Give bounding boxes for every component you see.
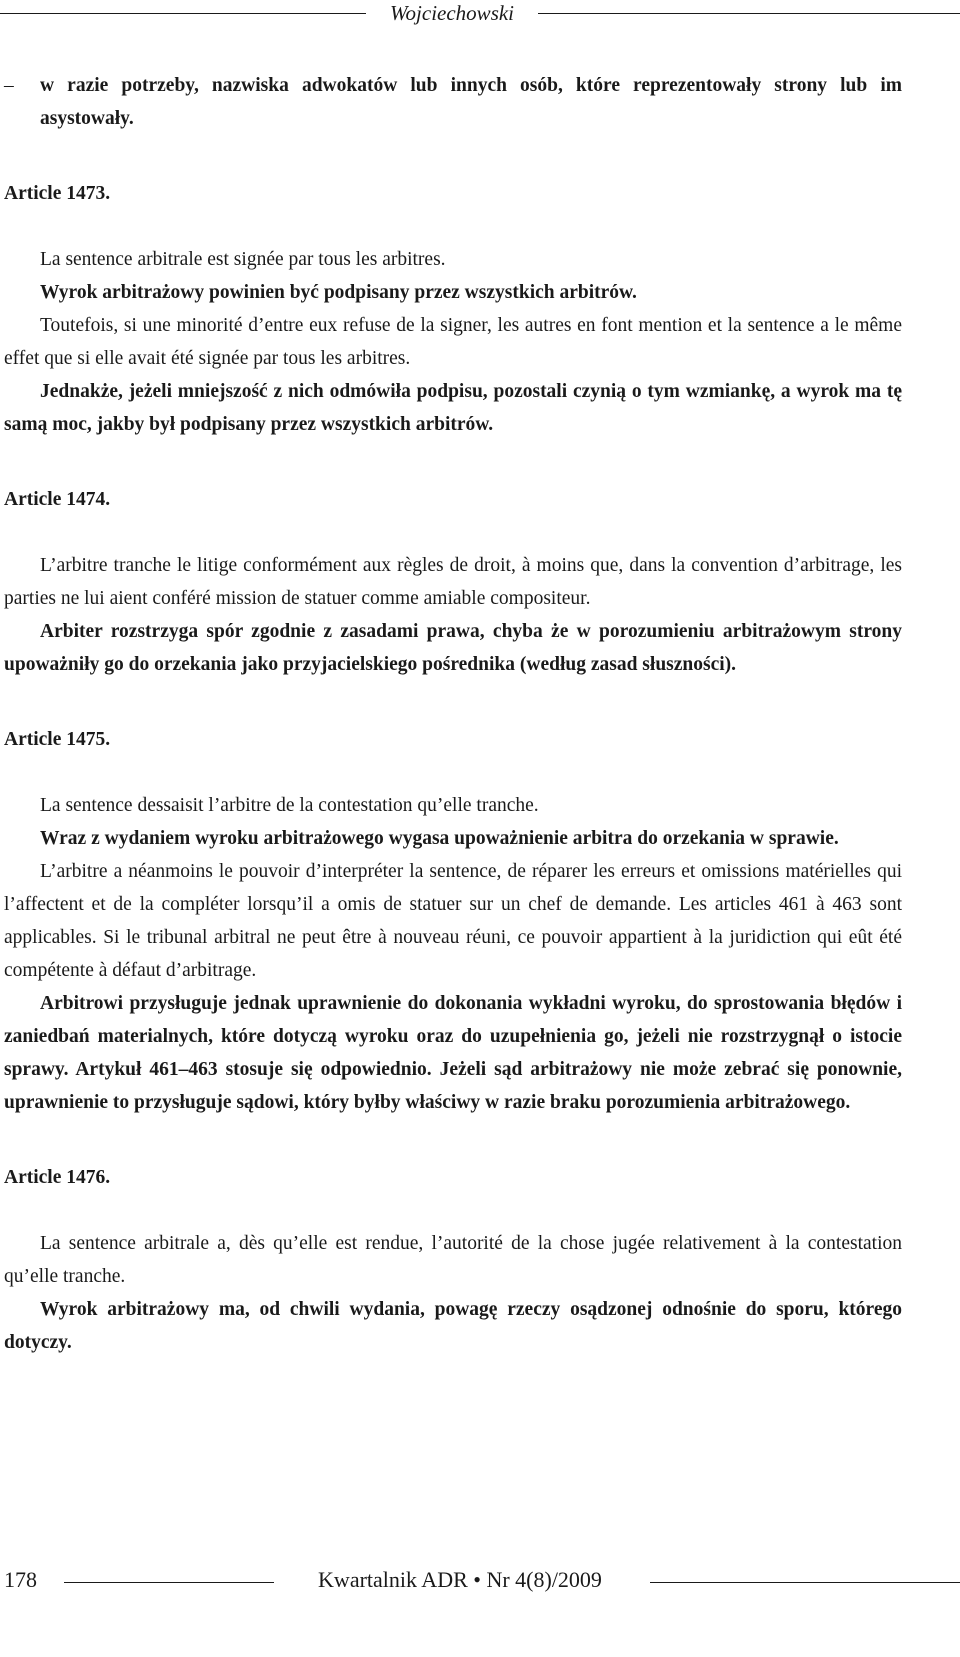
paragraph-french: La sentence arbitrale a, dès qu’elle est rendue, l’autorité de la chose jugée relativement à la contestation qu’elle tranche. xyxy=(4,1233,902,1287)
page-footer xyxy=(0,1560,960,1600)
paragraph-polish: Arbiter rozstrzyga spór zgodnie z zasadami prawa, chyba że w porozumieniu arbitrażowym strony upoważniły go do orzekania jako przyjacielskiego pośrednika (według zasad słuszności). xyxy=(4,621,902,675)
paragraph-french: Toutefois, si une minorité d’entre eux refuse de la signer, les autres en font mention et la sentence a le même effet que si elle avait été signée par tous les arbitres. xyxy=(4,315,902,369)
page-body xyxy=(4,69,902,1359)
paragraph-french: L’arbitre a néanmoins le pouvoir d’interpréter la sentence, de réparer les erreurs et omissions matérielles qui l’affectent et de la compléter lorsqu’il a omis de statuer sur un chef de demande. Les articles 461 à 463 sont applicables. Si le tribunal arbitral ne peut être à nouveau réuni, ce pouvoir appartient à la juridiction qui eût été compétente à défaut d’arbitrage. xyxy=(4,861,902,981)
page-number: 178 xyxy=(4,1567,37,1592)
dash-list-item xyxy=(4,69,902,135)
article-heading: Article 1476. xyxy=(4,1167,111,1188)
header-rule-right xyxy=(538,13,960,14)
paragraph-french: La sentence arbitrale est signée par tous les arbitres. xyxy=(40,249,446,270)
journal-title: Kwartalnik ADR • Nr 4(8)/2009 xyxy=(318,1567,602,1592)
running-header-author: Wojciechowski xyxy=(389,1,515,25)
dash-bullet: – xyxy=(4,75,14,96)
paragraph-french: La sentence dessaisit l’arbitre de la contestation qu’elle tranche. xyxy=(40,795,539,816)
dash-list-item-text: w razie potrzeby, nazwiska adwokatów lub innych osób, które reprezentowały strony lub im asystowały. xyxy=(40,75,902,129)
paragraph-polish: Wyrok arbitrażowy ma, od chwili wydania, powagę rzeczy osądzonej odnośnie do sporu, którego dotyczy. xyxy=(4,1299,902,1353)
article-1476 xyxy=(4,1161,902,1359)
article-heading: Article 1475. xyxy=(4,729,111,750)
header-rule-left xyxy=(0,13,366,14)
article-heading: Article 1474. xyxy=(4,489,111,510)
article-heading: Article 1473. xyxy=(4,183,111,204)
running-header xyxy=(0,0,960,30)
article-1474 xyxy=(4,483,902,681)
paragraph-french: L’arbitre tranche le litige conformément aux règles de droit, à moins que, dans la convention d’arbitrage, les parties ne lui aient conféré mission de statuer comme amiable compositeur. xyxy=(4,555,902,609)
paragraph-polish: Wraz z wydaniem wyroku arbitrażowego wygasa upoważnienie arbitra do orzekania w sprawie. xyxy=(40,828,839,849)
footer-rule-left xyxy=(64,1582,274,1583)
article-1473 xyxy=(4,177,902,441)
article-1475 xyxy=(4,723,902,1119)
paragraph-polish: Jednakże, jeżeli mniejszość z nich odmówiła podpisu, pozostali czynią o tym wzmiankę, a wyrok ma tę samą moc, jakby był podpisany przez wszystkich arbitrów. xyxy=(4,381,902,435)
footer-rule-right xyxy=(650,1582,960,1583)
paragraph-polish: Wyrok arbitrażowy powinien być podpisany przez wszystkich arbitrów. xyxy=(40,282,637,303)
paragraph-polish: Arbitrowi przysługuje jednak uprawnienie do dokonania wykładni wyroku, do sprostowania błędów i zaniedbań materialnych, które dotyczą wyroku oraz do uzupełnienia go, jeżeli nie rozstrzygnął o istocie sprawy. Artykuł 461–463 stosuje się odpowiednio. Jeżeli sąd arbitrażowy nie może zebrać się ponownie, uprawnienie to przysługuje sądowi, który byłby właściwy w razie braku porozumienia arbitrażowego. xyxy=(4,993,902,1113)
